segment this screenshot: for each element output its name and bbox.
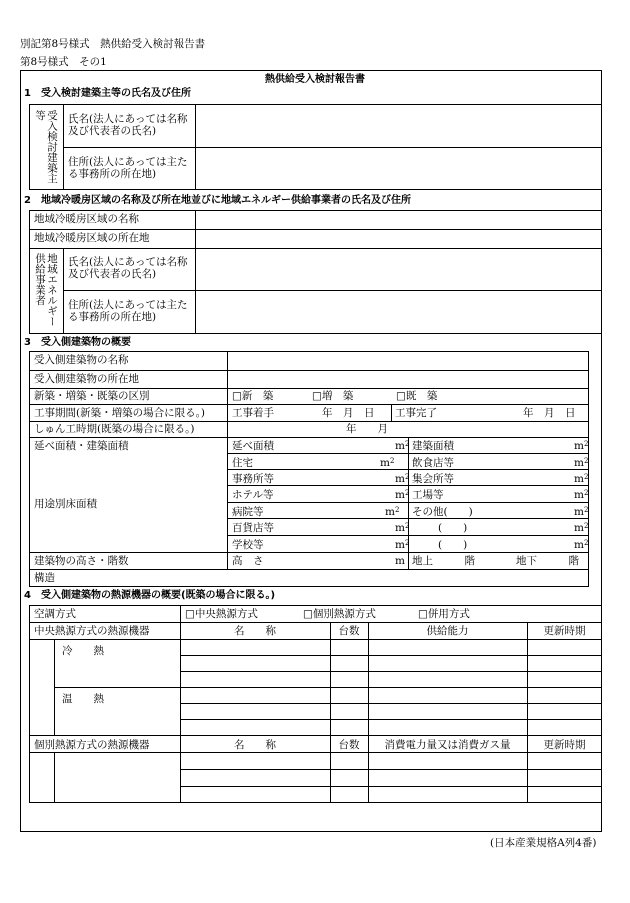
unit: $m^2$ (385, 506, 400, 518)
usage-right-item: 集会所等 (412, 473, 454, 485)
checkbox-new[interactable]: □新 築 (232, 390, 274, 402)
unit: $m^2$ (395, 539, 410, 551)
start-date: 年 月 日 (322, 407, 375, 419)
usage-left-item: ホテル等 (232, 489, 274, 501)
unit: $m^2$ (574, 457, 589, 469)
section2-name-label: 氏名(法人にあっては名称及び代表者の氏名) (68, 256, 188, 280)
cold-label: 冷 熱 (62, 645, 104, 657)
completion-date: 年 月 (346, 423, 388, 435)
unit: $m^2$ (395, 489, 410, 501)
col-capacity: 供給能力 (426, 625, 469, 637)
usage-left-item: 住宅 (232, 457, 253, 469)
floors-above: 地上 階 (412, 555, 475, 567)
unit: $m^2$ (395, 473, 410, 485)
unit: $m^2$ (574, 440, 589, 452)
usage-right-item: ( ) (438, 539, 468, 551)
individual-label: 個別熱源方式の熱源機器 (34, 739, 150, 751)
unit: $m^2$ (395, 440, 410, 452)
building-location-label: 受入側建築物の所在地 (34, 373, 139, 385)
section2-heading: 2 地域冷暖房区域の名称及び所在地並びに地域エネルギー供給事業者の氏名及び住所 (24, 195, 411, 206)
usage-label: 用途別床面積 (34, 498, 97, 510)
col-count: 台数 (338, 625, 360, 637)
unit: $m^2$ (574, 473, 589, 485)
unit: $m^2$ (574, 506, 589, 518)
usage-left-item: 百貨店等 (232, 522, 274, 534)
form-number: 第8号様式 その1 (20, 56, 107, 68)
checkbox-central[interactable]: □中央熱源方式 (185, 608, 258, 620)
section1-name-label: 氏名(法人にあっては名称及び代表者の氏名) (68, 113, 188, 137)
height-unit: m (395, 555, 405, 567)
unit: $m^2$ (380, 457, 395, 469)
section1-address-label: 住所(法人にあっては主たる事務所の所在地) (68, 156, 188, 180)
usage-right-item: ( ) (438, 522, 468, 534)
district-location-label: 地域冷暖房区域の所在地 (34, 232, 150, 244)
usage-right-item: 工場等 (412, 489, 444, 501)
usage-right-item: その他( ) (412, 506, 473, 518)
usage-right-item: 飲食店等 (412, 457, 454, 469)
unit: $m^2$ (574, 539, 589, 551)
checkbox-existing[interactable]: □既 築 (396, 390, 438, 402)
form-title: 熱供給受入検討報告書 (265, 74, 365, 85)
building-name-label: 受入側建築物の名称 (34, 354, 129, 366)
section3-heading: 3 受入側建築物の概要 (24, 337, 131, 348)
col-renewal: 更新時期 (543, 739, 586, 751)
central-label: 中央熱源方式の熱源機器 (34, 625, 150, 637)
section2-address-label: 住所(法人にあっては主たる事務所の所在地) (68, 299, 188, 323)
unit: $m^2$ (574, 522, 589, 534)
usage-left-item: 事務所等 (232, 473, 274, 485)
completion-label: しゅん工時期(既築の場合に限る。) (34, 423, 195, 435)
footer-note: (日本産業規格A列4番) (490, 837, 597, 849)
height-field-label: 高 さ (232, 555, 264, 567)
height-label: 建築物の高さ・階数 (34, 555, 129, 567)
col-consumption: 消費電力量又は消費ガス量 (384, 739, 511, 751)
col-name: 名 称 (234, 625, 276, 637)
period-label: 工事期間(新築・増築の場合に限る。) (34, 407, 205, 419)
unit: $m^2$ (395, 522, 410, 534)
warm-label: 温 熱 (62, 693, 104, 705)
ac-label: 空調方式 (34, 608, 76, 620)
district-name-label: 地域冷暖房区域の名称 (34, 213, 139, 225)
floors-below: 地下 階 (516, 555, 579, 567)
section1-group-label: 受入検討建築主等 (34, 110, 58, 184)
section1-heading: 1 受入検討建築主等の氏名及び住所 (24, 88, 191, 99)
section4-heading: 4 受入側建築物の熱源機器の概要(既築の場合に限る。) (24, 590, 276, 601)
checkbox-individual[interactable]: □個別熱源方式 (303, 608, 376, 620)
structure-label: 構造 (34, 572, 55, 584)
form-caption: 別記第8号様式 熱供給受入検討報告書 (20, 38, 206, 50)
checkbox-extension[interactable]: □増 築 (312, 390, 354, 402)
col-name: 名 称 (234, 739, 276, 751)
end-date: 年 月 日 (523, 407, 576, 419)
usage-left-item: 病院等 (232, 506, 264, 518)
start-label: 工事着手 (232, 407, 274, 419)
usage-left-item: 学校等 (232, 539, 264, 551)
area-label: 延べ面積・建築面積 (34, 440, 129, 452)
building-area-label: 建築面積 (412, 440, 454, 452)
unit: $m^2$ (574, 489, 589, 501)
end-label: 工事完了 (395, 407, 437, 419)
col-count: 台数 (338, 739, 360, 751)
construction-type-label: 新築・増築・既築の区別 (34, 390, 150, 402)
checkbox-combined[interactable]: □併用方式 (418, 608, 470, 620)
total-floor-area-label: 延べ面積 (232, 440, 274, 452)
col-renewal: 更新時期 (543, 625, 586, 637)
section2-group-label: 地域エネルギー供給事業者 (34, 253, 58, 327)
